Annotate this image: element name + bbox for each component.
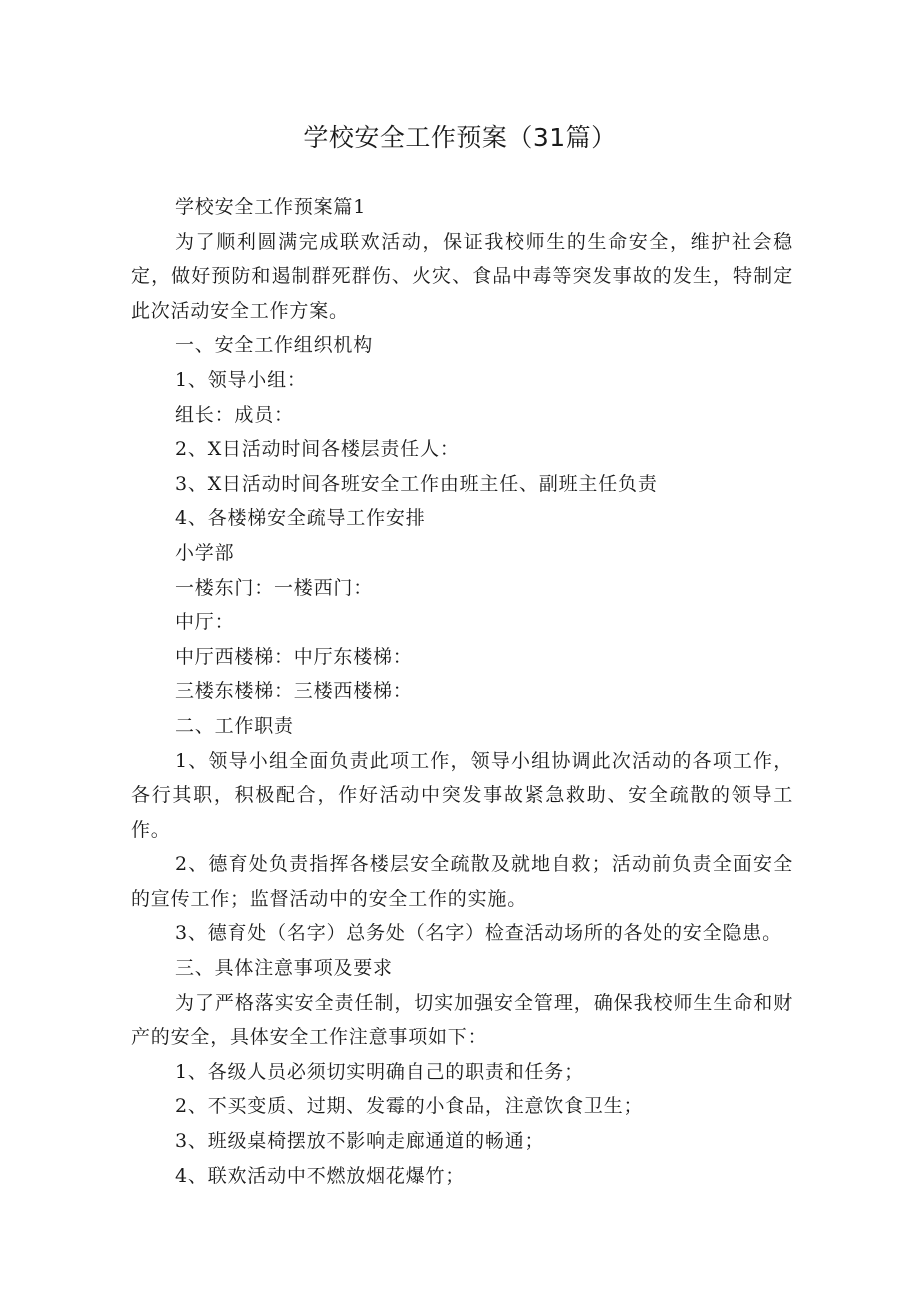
section-heading: 学校安全工作预案篇1 — [175, 196, 367, 218]
list-item: 三楼东楼梯：三楼西楼梯： — [175, 680, 413, 703]
list-item: 中厅： — [175, 611, 235, 634]
list-item: 中厅西楼梯：中厅东楼梯： — [175, 645, 413, 668]
section-heading: 三、具体注意事项及要求 — [175, 957, 393, 980]
list-item: 1、各级人员必须切实明确自己的职责和任务； — [175, 1060, 584, 1083]
document-title: 学校安全工作预案（31篇） — [303, 123, 617, 152]
section-heading: 一、安全工作组织机构 — [175, 334, 374, 357]
list-item: 2、X日活动时间各楼层责任人： — [175, 438, 460, 461]
list-item: 一楼东门：一楼西门： — [175, 576, 374, 599]
list-item: 1、领导小组： — [175, 368, 307, 391]
body-paragraph: 1、领导小组全面负责此项工作，领导小组协调此次活动的各项工作，各行其职，积极配合，作好活动中突发事故紧急救助、安全疏散的领导工作。 — [131, 749, 793, 841]
body-paragraph: 2、德育处负责指挥各楼层安全疏散及就地自救；活动前负责全面安全的宣传工作；监督活动中的安全工作的实施。 — [131, 853, 793, 910]
list-item: 小学部 — [175, 541, 235, 564]
section-heading: 二、工作职责 — [175, 714, 294, 737]
list-item: 4、联欢活动中不燃放烟花爆竹； — [175, 1164, 466, 1187]
list-item: 2、不买变质、过期、发霉的小食品，注意饮食卫生； — [175, 1095, 644, 1118]
body-paragraph: 为了严格落实安全责任制，切实加强安全管理，确保我校师生生命和财产的安全，具体安全工作注意事项如下： — [131, 991, 793, 1049]
list-item: 组长：成员： — [175, 403, 294, 426]
body-paragraph: 3、德育处（名字）总务处（名字）检查活动场所的各处的安全隐患。 — [175, 922, 782, 945]
intro-paragraph: 为了顺利圆满完成联欢活动，保证我校师生的生命安全，维护社会稳定，做好预防和遏制群死群伤、火灾、食品中毒等突发事故的发生，特制定此次活动安全工作方案。 — [131, 230, 793, 322]
list-item: 3、班级桌椅摆放不影响走廊通道的畅通； — [175, 1130, 545, 1153]
list-item: 3、X日活动时间各班安全工作由班主任、副班主任负责 — [175, 472, 658, 495]
list-item: 4、各楼梯安全疏导工作安排 — [175, 507, 426, 530]
document-body — [131, 190, 793, 1193]
